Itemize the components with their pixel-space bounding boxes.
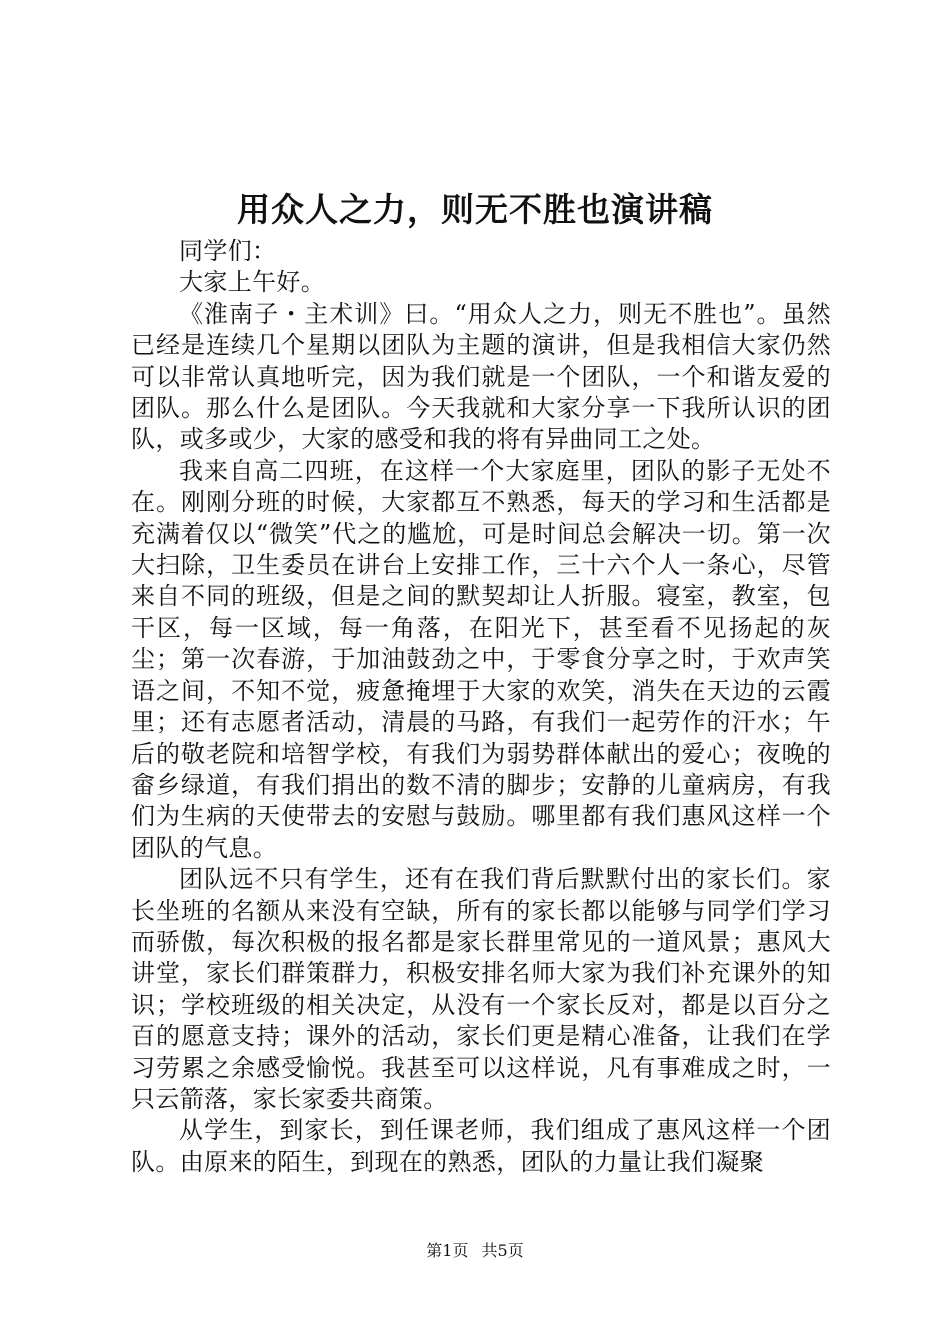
paragraph: 团队远不只有学生，还有在我们背后默默付出的家长们。家长坐班的名额从来没有空缺，所有的家长都以能够与同学们学习而骄傲，每次积极的报名都是家长群里常见的一道风景；惠风大讲堂，家长们群策群力，积极安排名师大家为我们补充课外的知识；学校班级的相关决定，从没有一个家长反对，都是以百分之百的愿意支持；课外的活动，家长们更是精心准备，让我们在学习劳累之余感受愉悦。我甚至可以这样说，凡有事难成之时，一只云箭落，家长家委共商策。 [131, 865, 831, 1113]
document-title: 用众人之力，则无不胜也演讲稿 [237, 190, 713, 229]
paragraph: 《淮南子・主术训》曰。“用众人之力，则无不胜也”。虽然已经是连续几个星期以团队为主题的演讲，但是我相信大家仍然可以非常认真地听完，因为我们就是一个团队，一个和谐友爱的团队。那么什么是团队。今天我就和大家分享一下我所认识的团队，或多或少，大家的感受和我的将有异曲同工之处。 [131, 299, 831, 454]
greeting: 大家上午好。 [179, 268, 326, 297]
salutation: 同学们： [179, 237, 277, 265]
paragraph: 我来自高二四班，在这样一个大家庭里，团队的影子无处不在。刚刚分班的时候，大家都互不熟悉，每天的学习和生活都是充满着仅以“微笑”代之的尴尬，可是时间总会解决一切。第一次大扫除，卫生委员在讲台上安排工作，三十六个人一条心，尽管来自不同的班级，但是之间的默契却让人折服。寝室，教室，包干区，每一区域，每一角落，在阳光下，甚至看不见扬起的灰尘；第一次春游，于加油鼓劲之中，于零食分享之时，于欢声笑语之间，不知不觉，疲惫掩埋于大家的欢笑，消失在天边的云霞里；还有志愿者活动，清晨的马路，有我们一起劳作的汗水；午后的敬老院和培智学校，有我们为弱势群体献出的爱心；夜晚的畲乡绿道，有我们捐出的数不清的脚步；安静的儿童病房，有我们为生病的天使带去的安慰与鼓励。哪里都有我们惠风这样一个团队的气息。 [131, 456, 831, 862]
page-total: 共5页 [481, 1241, 524, 1260]
page-number: 第1页 [426, 1241, 469, 1260]
paragraph: 从学生，到家长，到任课老师，我们组成了惠风这样一个团队。由原来的陌生，到现在的熟悉，团队的力量让我们凝聚 [131, 1116, 831, 1176]
page-footer [0, 1240, 950, 1262]
document-body [131, 236, 831, 1178]
